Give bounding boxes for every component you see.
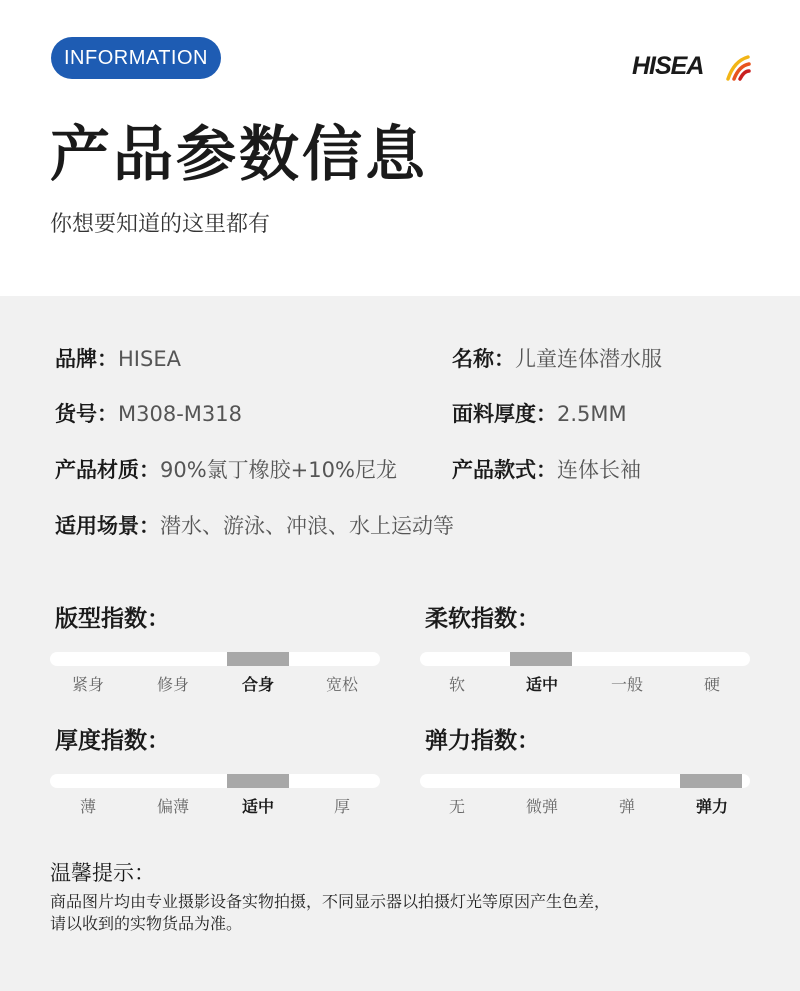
spec-scenarios	[55, 511, 454, 541]
index-option: 微弹	[525, 797, 558, 816]
spec-key: 产品材质：	[55, 458, 160, 482]
spec-style	[452, 455, 641, 485]
spec-name	[452, 344, 662, 374]
index-option: 适中	[241, 797, 274, 816]
spec-key: 货号：	[55, 402, 118, 426]
thickness-index-indicator	[227, 774, 289, 788]
index-option: 弹	[618, 797, 635, 816]
elasticity-index-bar	[420, 774, 750, 788]
spec-value: M308-M318	[118, 402, 242, 426]
tip-text-line: 请以收到的实物货品为准。	[50, 914, 243, 933]
fit-index-indicator	[227, 652, 289, 666]
index-option: 合身	[241, 675, 274, 694]
thickness-index-bar	[50, 774, 380, 788]
elasticity-index-indicator	[680, 774, 742, 788]
spec-key: 面料厚度：	[452, 402, 557, 426]
softness-index-indicator	[510, 652, 572, 666]
spec-value: 2.5MM	[557, 402, 627, 426]
softness-index-bar	[420, 652, 750, 666]
softness-index-labels	[420, 673, 750, 697]
tip-title: 温馨提示：	[50, 861, 155, 885]
index-option: 宽松	[325, 675, 358, 694]
spec-brand	[55, 344, 181, 374]
elasticity-index-title: 弹力指数：	[425, 728, 540, 754]
spec-material	[55, 455, 397, 485]
index-option: 修身	[156, 675, 189, 694]
spec-item-number	[55, 399, 242, 429]
index-option: 软	[448, 675, 465, 694]
index-option: 适中	[525, 675, 558, 694]
header-section	[0, 0, 800, 296]
index-option: 无	[448, 797, 465, 816]
spec-key: 品牌：	[55, 347, 118, 371]
thickness-index-labels	[50, 795, 380, 819]
logo-mark-icon	[724, 51, 752, 81]
spec-key: 适用场景：	[55, 514, 160, 538]
index-option: 弹力	[695, 797, 728, 816]
spec-value: 90%氯丁橡胶+10%尼龙	[160, 458, 397, 482]
page-subtitle: 你想要知道的这里都有	[50, 212, 271, 237]
spec-value: HISEA	[118, 347, 181, 371]
hisea-logo	[632, 50, 752, 82]
spec-value: 儿童连体潜水服	[515, 347, 662, 371]
spec-fabric-thickness	[452, 399, 627, 429]
fit-index-bar	[50, 652, 380, 666]
softness-index-title: 柔软指数：	[425, 606, 540, 632]
index-option: 硬	[703, 675, 720, 694]
spec-key: 名称：	[452, 347, 515, 371]
thickness-index-title: 厚度指数：	[55, 728, 170, 754]
spec-value: 潜水、游泳、冲浪、水上运动等	[160, 514, 454, 538]
fit-index-labels	[50, 673, 380, 697]
fit-index-title: 版型指数：	[55, 606, 170, 632]
index-option: 一般	[610, 675, 643, 694]
index-option: 紧身	[71, 675, 104, 694]
index-option: 偏薄	[156, 797, 189, 816]
page-title: 产品参数信息	[50, 120, 428, 190]
spec-key: 产品款式：	[452, 458, 557, 482]
elasticity-index-labels	[420, 795, 750, 819]
index-option: 薄	[79, 797, 96, 816]
logo-text: HISEA	[632, 52, 704, 80]
tip-text-line: 商品图片均由专业摄影设备实物拍摄，不同显示器以拍摄灯光等原因产生色差，	[50, 892, 611, 911]
information-badge: INFORMATION	[51, 37, 221, 79]
index-option: 厚	[333, 797, 350, 816]
spec-value: 连体长袖	[557, 458, 641, 482]
